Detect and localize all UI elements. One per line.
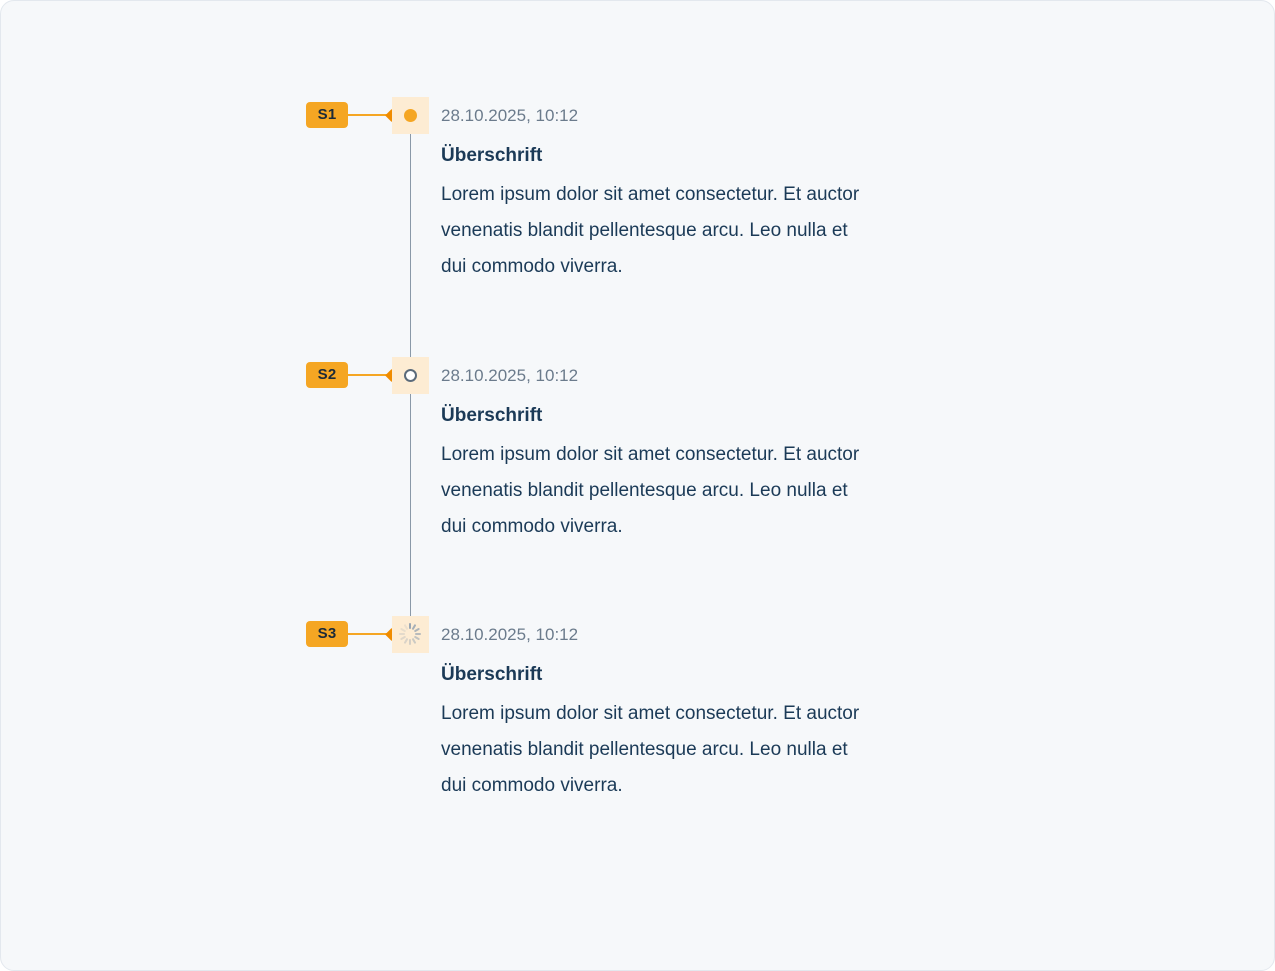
entry-timestamp-1: 28.10.2025, 10:12: [441, 106, 579, 125]
step-chip-s1[interactable]: S1: [306, 102, 348, 128]
loading-spinner-icon: [399, 623, 421, 645]
entry-body-1: Lorem ipsum dolor sit amet consectetur. Et auctor venenatis blandit pellentesque arcu. Leo nulla et dui commodo viverra.: [441, 184, 860, 277]
entry-body-3: Lorem ipsum dolor sit amet consectetur. Et auctor venenatis blandit pellentesque arcu. Leo nulla et dui commodo viverra.: [441, 703, 860, 796]
entry-timestamp-2: 28.10.2025, 10:12: [441, 366, 579, 385]
entry-title-1: Überschrift: [441, 145, 543, 166]
marker-box-s1: [392, 97, 429, 134]
node-dot-filled-icon: [404, 109, 417, 122]
marker-box-s2: [392, 357, 429, 394]
entry-timestamp-3: 28.10.2025, 10:12: [441, 625, 579, 644]
entry-title-2: Überschrift: [441, 405, 543, 426]
step-chip-s3[interactable]: S3: [306, 621, 348, 647]
entry-title-3: Überschrift: [441, 664, 543, 685]
node-dot-hollow-icon: [404, 369, 417, 382]
entry-body-2: Lorem ipsum dolor sit amet consectetur. Et auctor venenatis blandit pellentesque arcu. Leo nulla et dui commodo viverra.: [441, 444, 860, 537]
marker-box-s3: [392, 616, 429, 653]
step-chip-s2[interactable]: S2: [306, 362, 348, 388]
